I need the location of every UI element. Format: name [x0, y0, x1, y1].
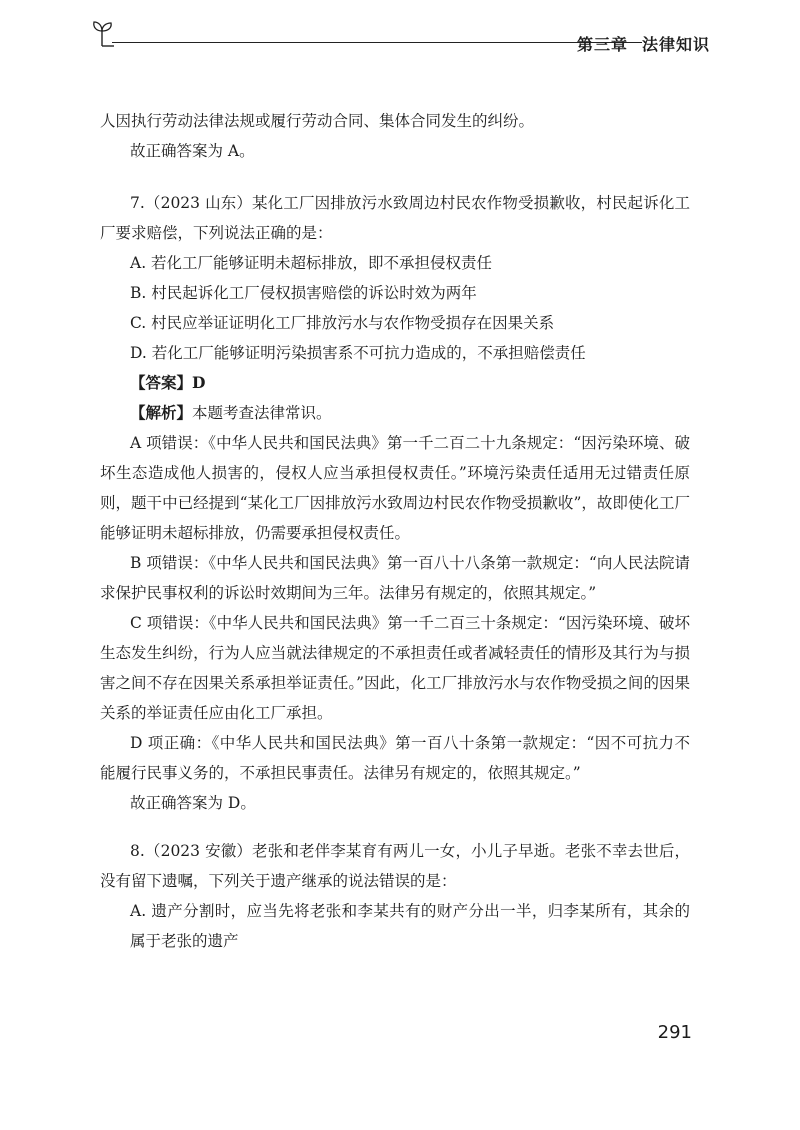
option-b: B. 村民起诉化工厂侵权损害赔偿的诉讼时效为两年 — [130, 284, 477, 302]
question-8 — [100, 836, 690, 956]
answer-line — [100, 368, 690, 398]
page-body — [100, 106, 690, 956]
page-number: 291 — [657, 1022, 692, 1043]
chapter-title: 法律知识 — [641, 35, 710, 54]
continued-paragraph: 人因执行劳动法律法规或履行劳动合同、集体合同发生的纠纷。 — [100, 112, 535, 130]
question-stem: 7.（2023 山东）某化工厂因排放污水致周边村民农作物受损歉收，村民起诉化工厂要求赔偿，下列说法正确的是： — [100, 194, 690, 242]
answer-tag: 【答案】 — [130, 373, 193, 392]
analysis-d: D 项正确：《中华人民共和国民法典》第一百八十条第一款规定：“因不可抗力不能履行民事义务的，不承担民事责任。法律另有规定的，依照其规定。” — [100, 734, 690, 782]
question-stem: 8.（2023 安徽）老张和老伴李某育有两儿一女，小儿子早逝。老张不幸去世后，没有留下遗嘱，下列关于遗产继承的说法错误的是： — [100, 842, 690, 890]
chapter-number: 第三章 — [576, 35, 628, 54]
previous-answer: 故正确答案为 A。 — [130, 142, 255, 160]
option-a: A. 若化工厂能够证明未超标排放，即不承担侵权责任 — [130, 254, 493, 272]
header-rule — [112, 42, 642, 43]
analysis-line — [100, 398, 690, 428]
chapter-heading — [577, 32, 710, 55]
running-header — [90, 18, 710, 58]
option-d: D. 若化工厂能够证明污染损害系不可抗力造成的，不承担赔偿责任 — [130, 344, 586, 362]
analysis-c: C 项错误：《中华人民共和国民法典》第一千二百三十条规定：“因污染环境、破坏生态发生纠纷，行为人应当就法律规定的不承担责任或者减轻责任的情形及其行为与损害之间不存在因果关系承担举证责任。”因此，化工厂排放污水与农作物受损之间的因果关系的举证责任应由化工厂承担。 — [100, 614, 690, 722]
analysis-a: A 项错误：《中华人民共和国民法典》第一千二百二十九条规定：“因污染环境、破坏生态造成他人损害的，侵权人应当承担侵权责任。”环境污染责任适用无过错责任原则，题干中已经提到“某化工厂因排放污水致周边村民农作物受损歉收”，故即使化工厂能够证明未超标排放，仍需要承担侵权责任。 — [100, 434, 690, 542]
leaf-sprout-icon — [90, 18, 116, 48]
analysis-intro: 本题考查法律常识。 — [192, 404, 332, 422]
analysis-b: B 项错误：《中华人民共和国民法典》第一百八十八条第一款规定：“向人民法院请求保护民事权利的诉讼时效期间为三年。法律另有规定的，依照其规定。” — [100, 554, 690, 602]
question-7 — [100, 188, 690, 818]
option-c: C. 村民应举证证明化工厂排放污水与农作物受损存在因果关系 — [130, 314, 555, 332]
answer-value: D — [192, 373, 206, 392]
analysis-tag: 【解析】 — [130, 403, 193, 422]
option-a: A. 遗产分割时，应当先将老张和李某共有的财产分出一半，归李某所有，其余的属于老张的遗产 — [130, 902, 690, 950]
conclusion: 故正确答案为 D。 — [130, 794, 256, 812]
